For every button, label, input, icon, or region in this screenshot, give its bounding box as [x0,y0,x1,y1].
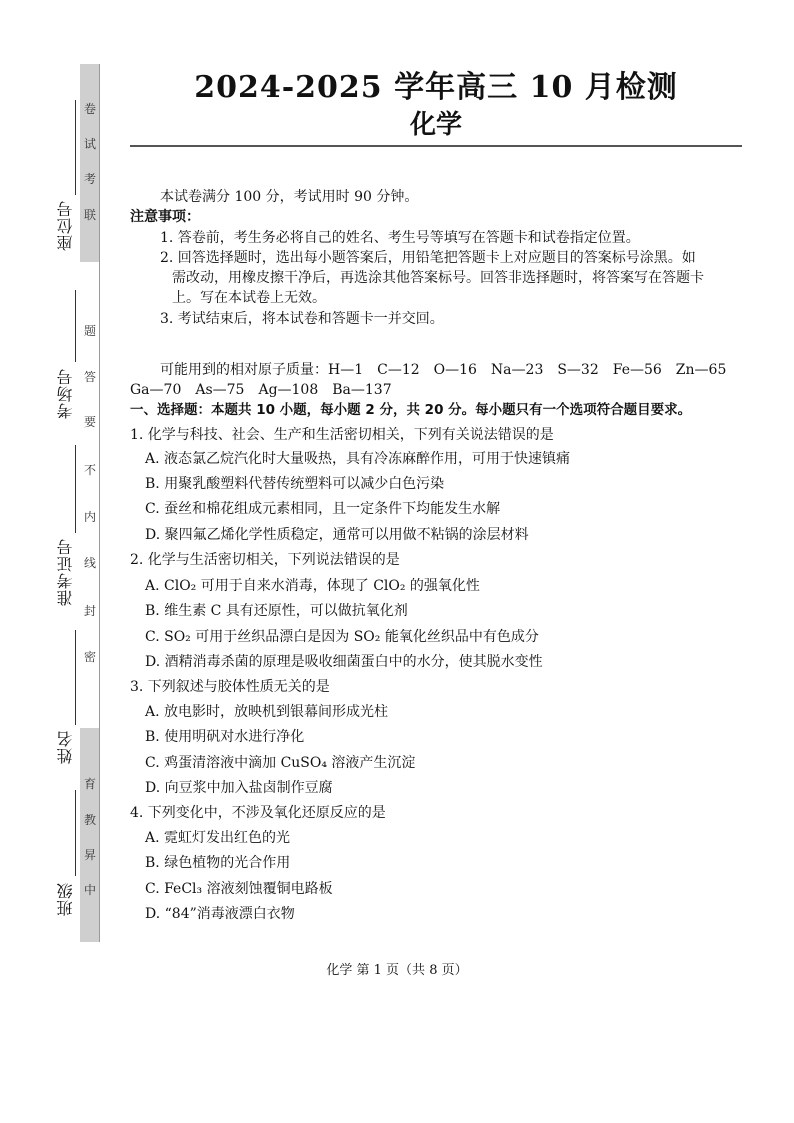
question-option: A. ClO₂ 可用于自来水消毒，体现了 ClO₂ 的强氧化性 [145,578,480,594]
question-option: D. 聚四氟乙烯化学性质稳定，通常可以用做不粘锅的涂层材料 [145,527,529,543]
question-option: B. 用聚乳酸塑料代替传统塑料可以减少白色污染 [145,476,445,492]
seal-char: 不 [83,463,96,477]
question-option: B. 绿色植物的光合作用 [145,855,291,871]
binding-strip-edge [99,64,100,942]
class-label: 班级 [56,882,75,916]
admission-number-line [75,445,76,533]
question-option: D. “84”消毒液漂白衣物 [145,906,295,922]
seat-number-field[interactable] [50,100,78,265]
seal-char: 教 [83,813,96,827]
name-label: 姓名 [56,730,75,764]
notice-title: 注意事项： [130,209,200,225]
exam-room-line [75,290,76,362]
name-field[interactable] [50,630,78,770]
question-option: B. 维生素 C 具有还原性，可以做抗氧化剂 [145,603,408,619]
question-option: C. 鸡蛋清溶液中滴加 CuSO₄ 溶液产生沉淀 [145,755,416,771]
question-option: A. 放电影时，放映机到银幕间形成光柱 [145,704,389,720]
seal-char: 线 [83,556,96,570]
seal-char: 密 [83,650,96,664]
seal-char: 昇 [83,848,96,862]
seat-number-line [75,100,76,195]
question-option: C. FeCl₃ 溶液刻蚀覆铜电路板 [145,881,333,897]
exam-title: 2024-2025 学年高三 10 月检测 [194,70,678,105]
page-footer: 化学 第 1 页（共 8 页） [326,963,468,978]
seal-char: 考 [83,172,96,186]
score-line: 本试卷满分 100 分，考试用时 90 分钟。 [160,189,419,205]
seat-number-label: 座位号 [56,200,75,251]
seal-char: 题 [83,324,96,338]
question-option: C. 蚕丝和棉花组成元素相同，且一定条件下均能发生水解 [145,501,501,517]
question-option: A. 液态氯乙烷汽化时大量吸热，具有冷冻麻醉作用，可用于快速镇痛 [145,451,571,467]
binding-strip-bottom [80,728,100,942]
question-option: D. 酒精消毒杀菌的原理是吸收细菌蛋白中的水分，使其脱水变性 [145,654,543,670]
notice-item: 3. 考试结束后，将本试卷和答题卡一并交回。 [160,311,444,327]
atomic-masses: 可能用到的相对原子质量：H—1 C—12 O—16 Na—23 S—32 Fe—56 Zn—65 [160,362,727,378]
seal-char: 内 [83,510,96,524]
question-option: C. SO₂ 可用于丝织品漂白是因为 SO₂ 能氧化丝织品中有色成分 [145,629,539,645]
class-line [75,790,76,876]
question-option: A. 霓虹灯发出红色的光 [145,830,291,846]
atomic-masses: Ga—70 As—75 Ag—108 Ba—137 [130,382,392,398]
exam-room-label: 考场号 [56,368,75,419]
question-stem: 3. 下列叙述与胶体性质无关的是 [130,679,330,695]
notice-item: 2. 回答选择题时，选出每小题答案后，用铅笔把答题卡上对应题目的答案标号涂黑。如 [160,250,696,266]
binding-strip-top [80,64,100,262]
seal-char: 答 [83,370,96,384]
notice-item: 需改动，用橡皮擦干净后，再选涂其他答案标号。回答非选择题时，将答案写在答题卡 [172,270,704,286]
name-line [75,630,76,725]
question-option: D. 向豆浆中加入盐卤制作豆腐 [145,780,333,796]
seal-char: 联 [83,208,96,222]
seal-char: 封 [83,604,96,618]
admission-number-field[interactable] [50,445,78,620]
section-heading: 一、选择题：本题共 10 小题，每小题 2 分，共 20 分。每小题只有一个选项符合题目要求。 [130,402,692,418]
seal-char: 要 [83,415,96,429]
class-field[interactable] [50,790,78,935]
question-stem: 2. 化学与生活密切相关，下列说法错误的是 [130,552,400,568]
header-rule [130,145,742,147]
notice-item: 上。写在本试卷上无效。 [172,290,326,306]
subject-title: 化学 [409,110,462,140]
question-stem: 4. 下列变化中，不涉及氧化还原反应的是 [130,805,386,821]
exam-room-field[interactable] [50,290,78,430]
admission-number-label: 准考证号 [56,538,75,606]
question-option: B. 使用明矾对水进行净化 [145,729,305,745]
question-stem: 1. 化学与科技、社会、生产和生活密切相关，下列有关说法错误的是 [130,427,554,443]
notice-item: 1. 答卷前，考生务必将自己的姓名、考生号等填写在答题卡和试卷指定位置。 [160,230,640,246]
seal-char: 卷 [83,102,96,116]
seal-char: 育 [83,777,96,791]
seal-char: 中 [83,883,96,897]
seal-char: 试 [83,137,96,151]
